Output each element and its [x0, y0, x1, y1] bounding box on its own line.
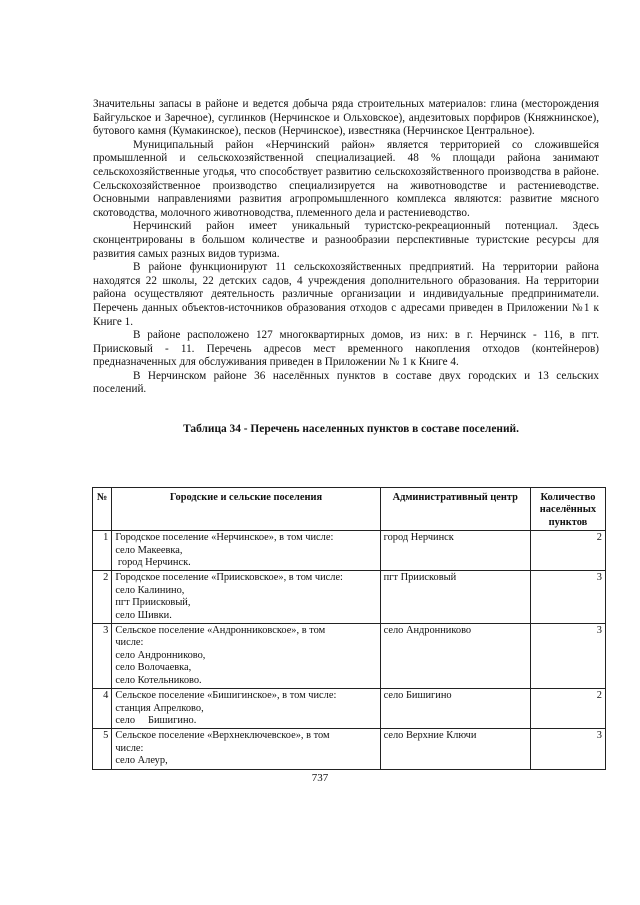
settlements-table	[92, 487, 606, 770]
table-row	[93, 689, 606, 729]
row-number: 4	[93, 689, 112, 729]
row-number: 5	[93, 729, 112, 769]
count-cell: 3	[530, 624, 605, 689]
count-cell: 3	[530, 571, 605, 624]
header-count: Количество населённых пунктов	[530, 488, 605, 531]
row-number: 1	[93, 531, 112, 571]
settlement-line: село Алеур,	[115, 755, 168, 767]
settlement-line: пгт Приисковый,	[115, 597, 191, 609]
settlement-line: числе:	[115, 742, 144, 754]
settlement-line: город Нерчинск.	[115, 557, 191, 569]
settlement-line: Сельское поселение «Верхнеключевское», в том	[115, 730, 330, 742]
settlement-cell	[112, 624, 380, 689]
count-cell: 2	[530, 531, 605, 571]
settlement-line: село Калинино,	[115, 584, 185, 596]
paragraph-housing: В районе расположено 127 многоквартирных домов, из них: в г. Нерчинск - 116, в пгт. Приисковый - 11. Перечень адресов мест временного накопления отходов (контейнеров) предназначенных для обслуживания приведен в Приложении № 1 к Книге 4.	[93, 329, 599, 369]
paragraph-tourism: Нерчинский район имеет уникальный туристско-рекреационный потенциал. Здесь сконцентрированы в большом количестве и разнообразии перспективные туристские ресурсы для развития самых разных видов туризма.	[93, 220, 599, 260]
settlement-line: село Волочаевка,	[115, 662, 192, 674]
settlement-line: Городское поселение «Нерчинское», в том числе:	[115, 532, 334, 544]
paragraph-resources: Значительны запасы в районе и ведется добыча ряда строительных материалов: глина (месторождения Байгульское и Заречное), суглинков (Нерчинское и Ольховское), андезитовых порфиров (Княжнинское), бутового камня (Кумакинское), песков (Нерчинское), известняка (Нерчинское Центральное).	[93, 98, 599, 138]
admin-center-cell: село Андронниково	[380, 624, 530, 689]
admin-center-cell: пгт Приисковый	[380, 571, 530, 624]
settlement-line: село Шивки.	[115, 609, 172, 621]
settlement-cell	[112, 689, 380, 729]
count-cell: 2	[530, 689, 605, 729]
paragraph-settlements: В Нерчинском районе 36 населённых пунктов в составе двух городских и 13 сельских поселений.	[93, 369, 599, 396]
paragraph-enterprises: В районе функционируют 11 сельскохозяйственных предприятий. На территории района находятся 22 школы, 22 детских садов, 4 учреждения дополнительного образования. На территории района осуществляют деятельность различные организации и индивидуальные предприниматели. Перечень данных объектов-источников образования отходов с адресами приведен в Приложении №1 к Книге 1.	[93, 261, 599, 328]
settlement-line: станция Апрелково,	[115, 702, 204, 714]
admin-center-cell: село Бишигино	[380, 689, 530, 729]
table-caption: Таблица 34 - Перечень населенных пунктов в составе поселений.	[183, 423, 519, 436]
table-row	[93, 531, 606, 571]
document-body	[93, 98, 599, 437]
settlement-line: село Котельниково.	[115, 674, 202, 686]
settlement-line: село Бишигино.	[115, 714, 197, 726]
settlement-line: село Макеевка,	[115, 544, 183, 556]
header-settlements: Городские и сельские поселения	[112, 488, 380, 531]
count-cell: 3	[530, 729, 605, 769]
table-row	[93, 571, 606, 624]
settlement-line: Городское поселение «Приисковское», в том числе:	[115, 572, 343, 584]
settlement-cell	[112, 531, 380, 571]
paragraph-specialization: Муниципальный район «Нерчинский район» является территорией со сложившейся промышленной и сельскохозяйственной специализацией. 48 % площади района занимают сельскохозяйственные угодья, что способствует развитию сельскохозяйственного производства в районе. Сельскохозяйственное производство специализируется на животноводстве и растениеводстве. Основными направлениями развития агропромышленного комплекса являются: развитие мясного скотоводства, молочного животноводства, племенного дела и растениеводство.	[93, 138, 599, 219]
page-number: 737	[311, 772, 329, 784]
settlement-cell	[112, 571, 380, 624]
row-number: 3	[93, 624, 112, 689]
admin-center-cell: село Верхние Ключи	[380, 729, 530, 769]
admin-center-cell: город Нерчинск	[380, 531, 530, 571]
row-number: 2	[93, 571, 112, 624]
table-row	[93, 624, 606, 689]
header-admin-center: Административный центр	[380, 488, 530, 531]
table-row	[93, 729, 606, 769]
settlement-line: числе:	[115, 637, 144, 649]
header-num: №	[93, 488, 112, 531]
settlement-line: село Андронниково,	[115, 649, 206, 661]
settlement-line: Сельское поселение «Бишигинское», в том числе:	[115, 690, 337, 702]
table-header-row	[93, 488, 606, 531]
settlement-cell	[112, 729, 380, 769]
settlement-line: Сельское поселение «Андронниковское», в том	[115, 625, 326, 637]
